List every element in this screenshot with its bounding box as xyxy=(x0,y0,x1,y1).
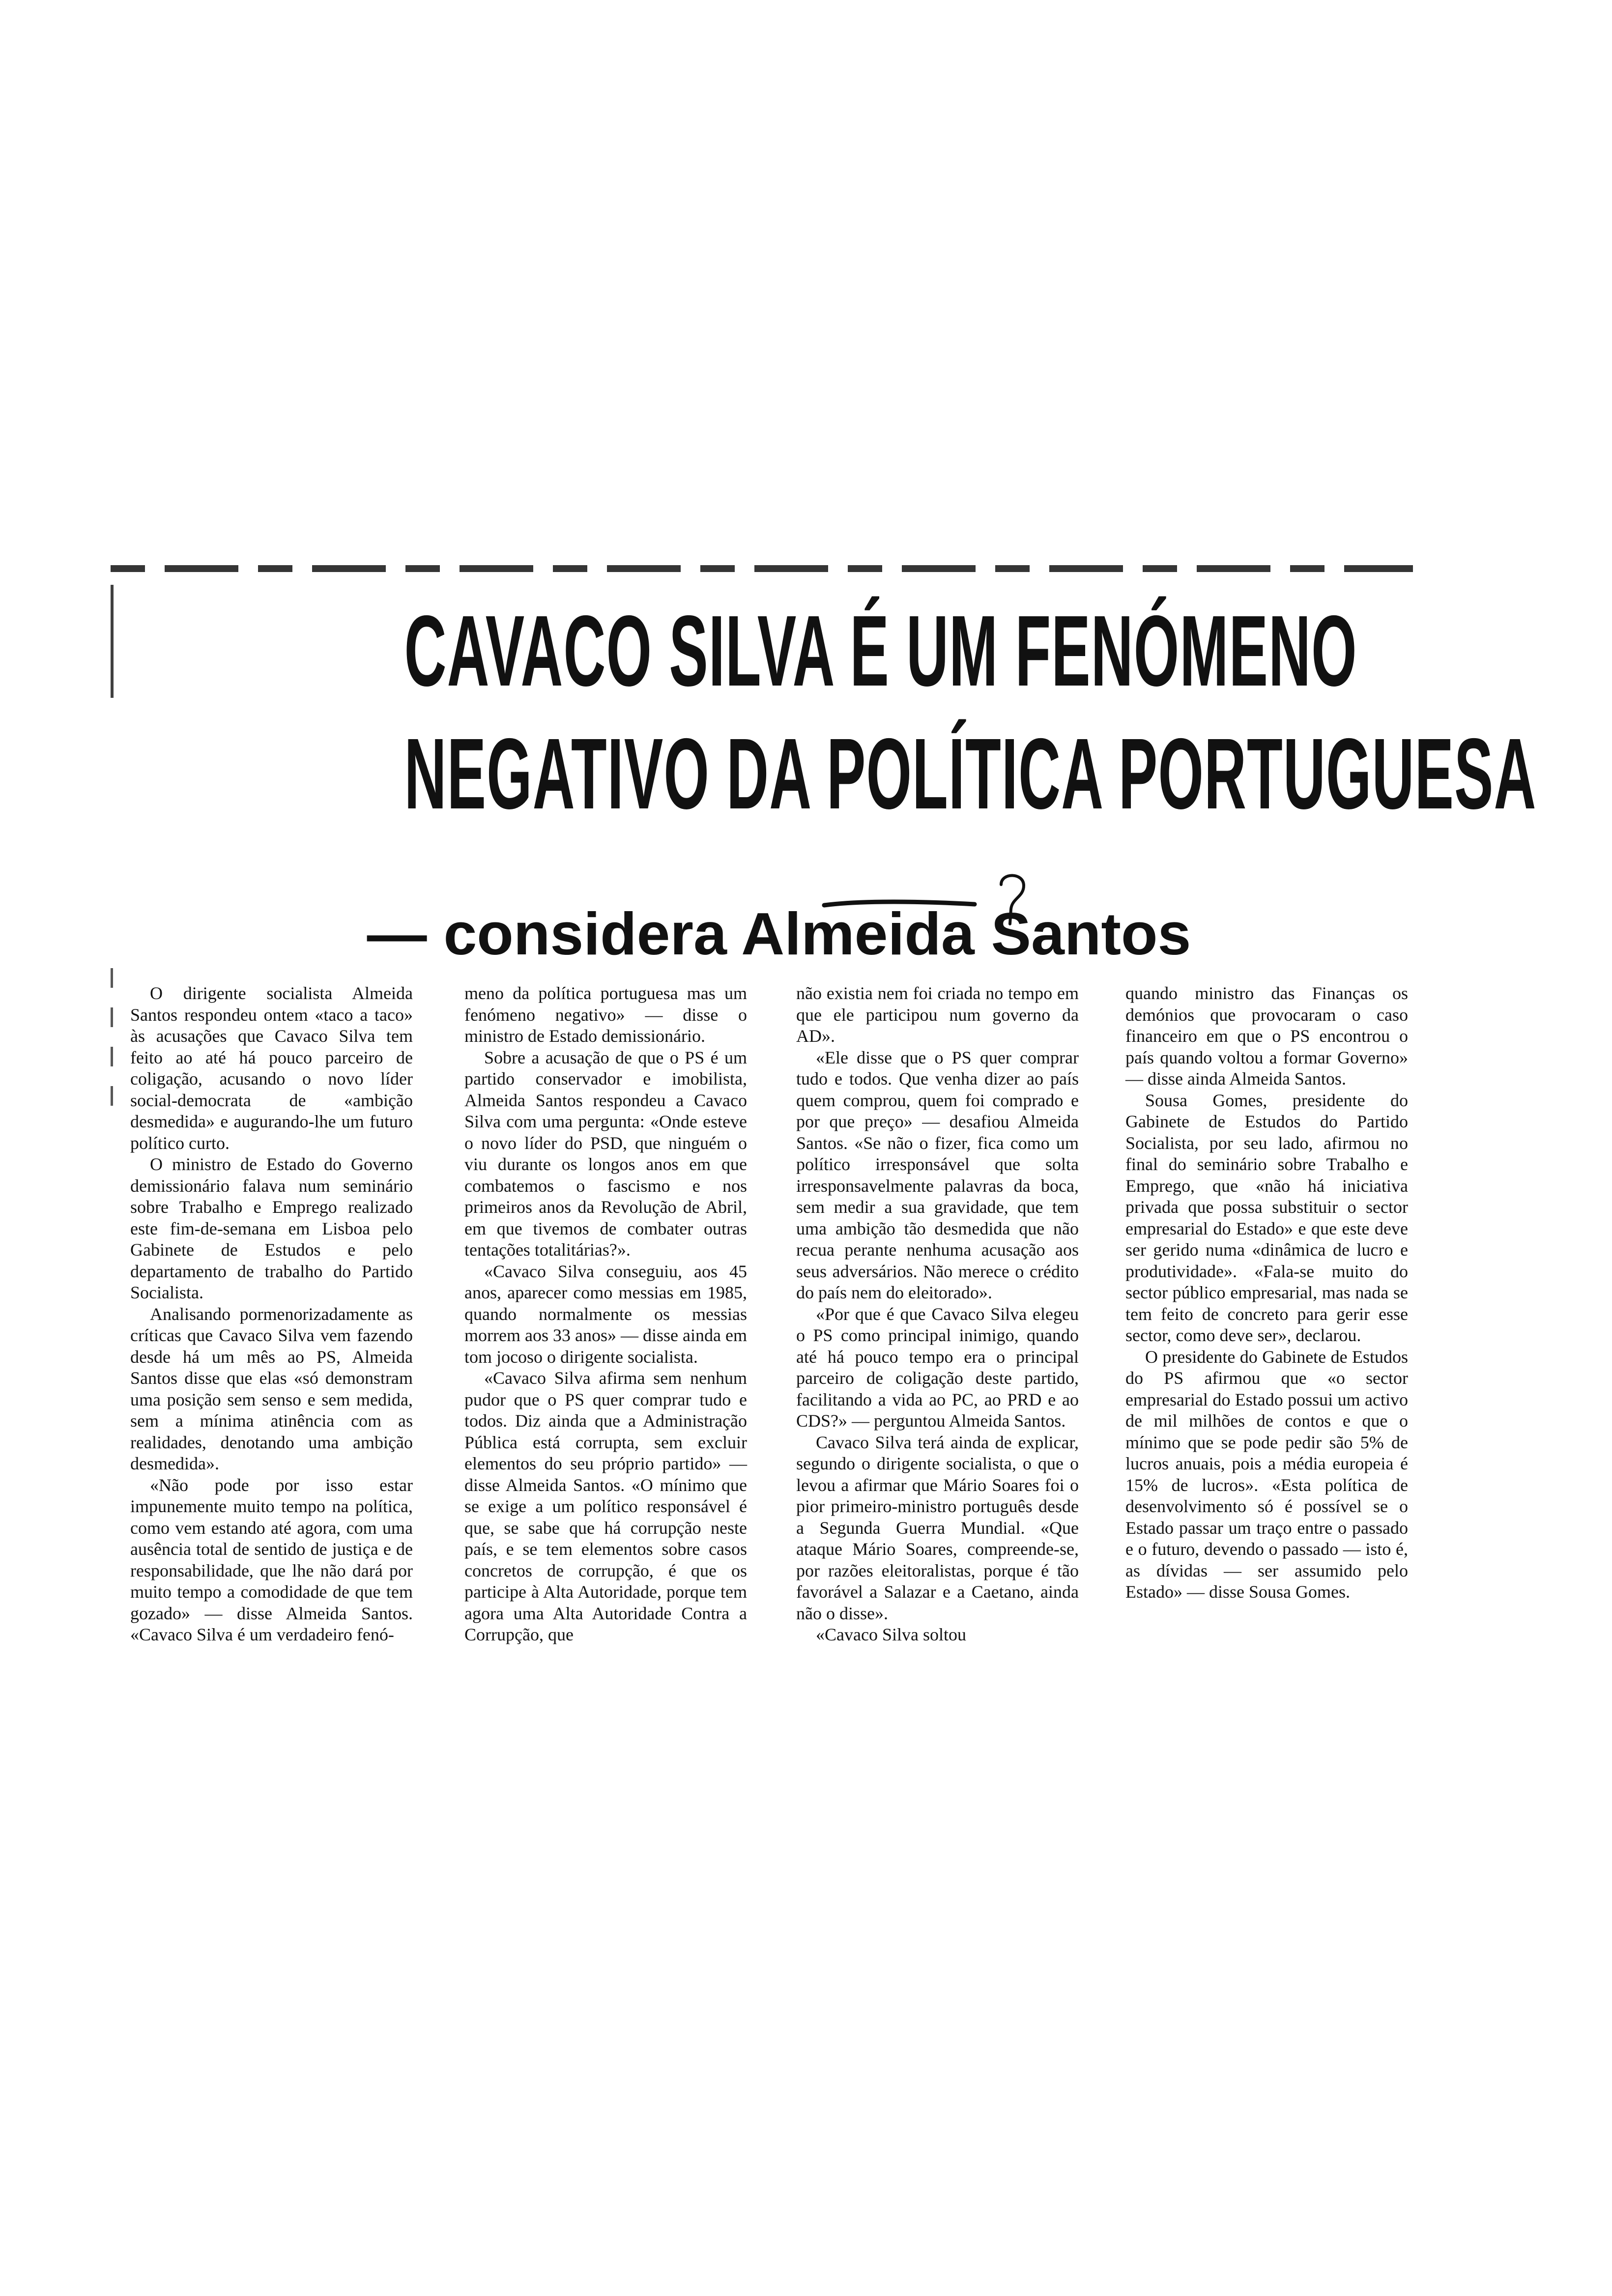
byline: — considera Almeida Santos xyxy=(367,900,1191,967)
paragraph: «Ele disse que o PS quer comprar tudo e todos. Que venha dizer ao país quem comprou, quem foi comprado e por que preço» — desafiou Almeida Santos. «Se não o fizer, fica como um político irresponsável que solta irresponsavelmente palavras da boca, sem medir a sua gravidade, que tem uma ambição tão desmedida que não recua perante nenhuma acusação aos seus adversários. Não merece o crédito do país nem do eleitorado». xyxy=(796,1047,1079,1302)
paragraph: «Por que é que Cavaco Silva elegeu o PS como principal inimigo, quando até há pouco tempo era o principal parceiro de coligação deste partido, facilitando a vida ao PC, ao PRD e ao CDS?» — perguntou Almeida Santos. xyxy=(796,1304,1079,1431)
paragraph: meno da política portuguesa mas um fenómeno negativo» — disse o ministro de Estado demissionário. xyxy=(464,983,747,1046)
headline-line-2: NEGATIVO DA POLÍTICA PORTUGUESA xyxy=(404,718,1537,830)
paragraph: O ministro de Estado do Governo demissionário falava num seminário sobre Trabalho e Emprego realizado este fim-de-semana em Lisboa pelo Gabinete de Estudos e pelo departamento de trabalho do Partido Socialista. xyxy=(130,1154,413,1302)
paragraph: quando ministro das Finanças os demónios que provocaram o caso financeiro em que o PS encontrou o país quando voltou a formar Governo» — disse ainda Almeida Santos. xyxy=(1125,983,1408,1089)
paragraph: Cavaco Silva terá ainda de explicar, segundo o dirigente socialista, o que o levou a afirmar que Mário Soares foi o pior primeiro-ministro português desde a Segunda Guerra Mundial. «Que ataque Mário Soares, compreende-se, por razões eleitoralistas, porque é tão favorável a Salazar e a Caetano, ainda não o disse». xyxy=(796,1432,1079,1623)
newspaper-clipping xyxy=(111,565,1537,1644)
paragraph: Sousa Gomes, presidente do Gabinete de Estudos do Partido Socialista, por seu lado, afirmou no final do seminário sobre Trabalho e Emprego, que «não há iniciativa privada que possa substituir o sector empresarial do Estado» e que este deve ser gerido numa «dinâmica de lucro e produtividade». «Fala-se muito do sector público empresarial, mas nada se tem feito de concreto para gerir esse sector, como deve ser», declarou. xyxy=(1125,1090,1408,1345)
paragraph: «Não pode por isso estar impunemente muito tempo na política, como vem estando até agora, com uma ausência total de sentido de justiça e de responsabilidade, que lhe não dará por muito tempo a comodidade de que tem gozado» — disse Almeida Santos. «Cavaco Silva é um verdadeiro fenó- xyxy=(130,1475,413,1644)
paragraph: não existia nem foi criada no tempo em que ele participou num governo da AD». xyxy=(796,983,1079,1046)
paragraph: O presidente do Gabinete de Estudos do PS afirmou que «o sector empresarial do Estado possui um activo de mil milhões de contos e que o mínimo que se pode pedir são 5% de lucros anuais, pois a média europeia é 15% de lucros». «Esta política de desenvolvimento só é possível se o Estado passar um traço entre o passado e o futuro, devendo o passado — isto é, as dívidas — ser assumido pelo Estado» — disse Sousa Gomes. xyxy=(1125,1347,1408,1602)
article-column-3 xyxy=(796,983,1079,1644)
scan-edge-left-lower xyxy=(111,968,113,1125)
paragraph: O dirigente socialista Almeida Santos respondeu ontem «taco a taco» às acusações que Cavaco Silva tem feito ao até há pouco parceiro de coligação, acusando o novo líder social-democrata de «ambição desmedida» e augurando-lhe um futuro político curto. xyxy=(130,983,413,1153)
headline-line-1: CAVACO SILVA É UM FENÓMENO xyxy=(404,595,1357,707)
article-column-1 xyxy=(130,983,413,1644)
paragraph: Analisando pormenorizadamente as críticas que Cavaco Silva vem fazendo desde há um mês ao PS, Almeida Santos disse que elas «só demonstram uma posição sem senso e sem medida, sem a mínima atinência com as realidades, denotando uma ambição desmedida». xyxy=(130,1304,413,1473)
paragraph: «Cavaco Silva soltou xyxy=(816,1625,966,1644)
article-column-2 xyxy=(464,983,747,1644)
paragraph: Sobre a acusação de que o PS é um partido conservador e imobilista, Almeida Santos respondeu a Cavaco Silva com uma pergunta: «Onde esteve o novo líder do PSD, que ninguém o viu durante os longos anos em que combatemos o fascismo e nos primeiros anos da Revolução de Abril, em que tivemos de combater outras tentações totalitárias?». xyxy=(464,1047,747,1260)
scan-edge-left xyxy=(111,585,114,698)
scan-edge-top xyxy=(111,565,1413,572)
paragraph: «Cavaco Silva conseguiu, aos 45 anos, aparecer como messias em 1985, quando normalmente os messias morrem aos 33 anos» — disse ainda em tom jocoso o dirigente socialista. xyxy=(464,1261,747,1367)
headline xyxy=(404,590,1537,835)
article-column-4 xyxy=(1125,983,1408,1602)
paragraph: «Cavaco Silva afirma sem nenhum pudor que o PS quer comprar tudo e todos. Diz ainda que a Administração Pública está corrupta, sem excluir elementos do seu próprio partido» — disse Almeida Santos. «O mínimo que se exige a um político responsável é que, se sabe que há corrupção neste país, e se tem elementos sobre casos concretos de corrupção, é que os participe à Alta Autoridade, porque tem agora uma Alta Autoridade Contra a Corrupção, que xyxy=(464,1368,747,1644)
